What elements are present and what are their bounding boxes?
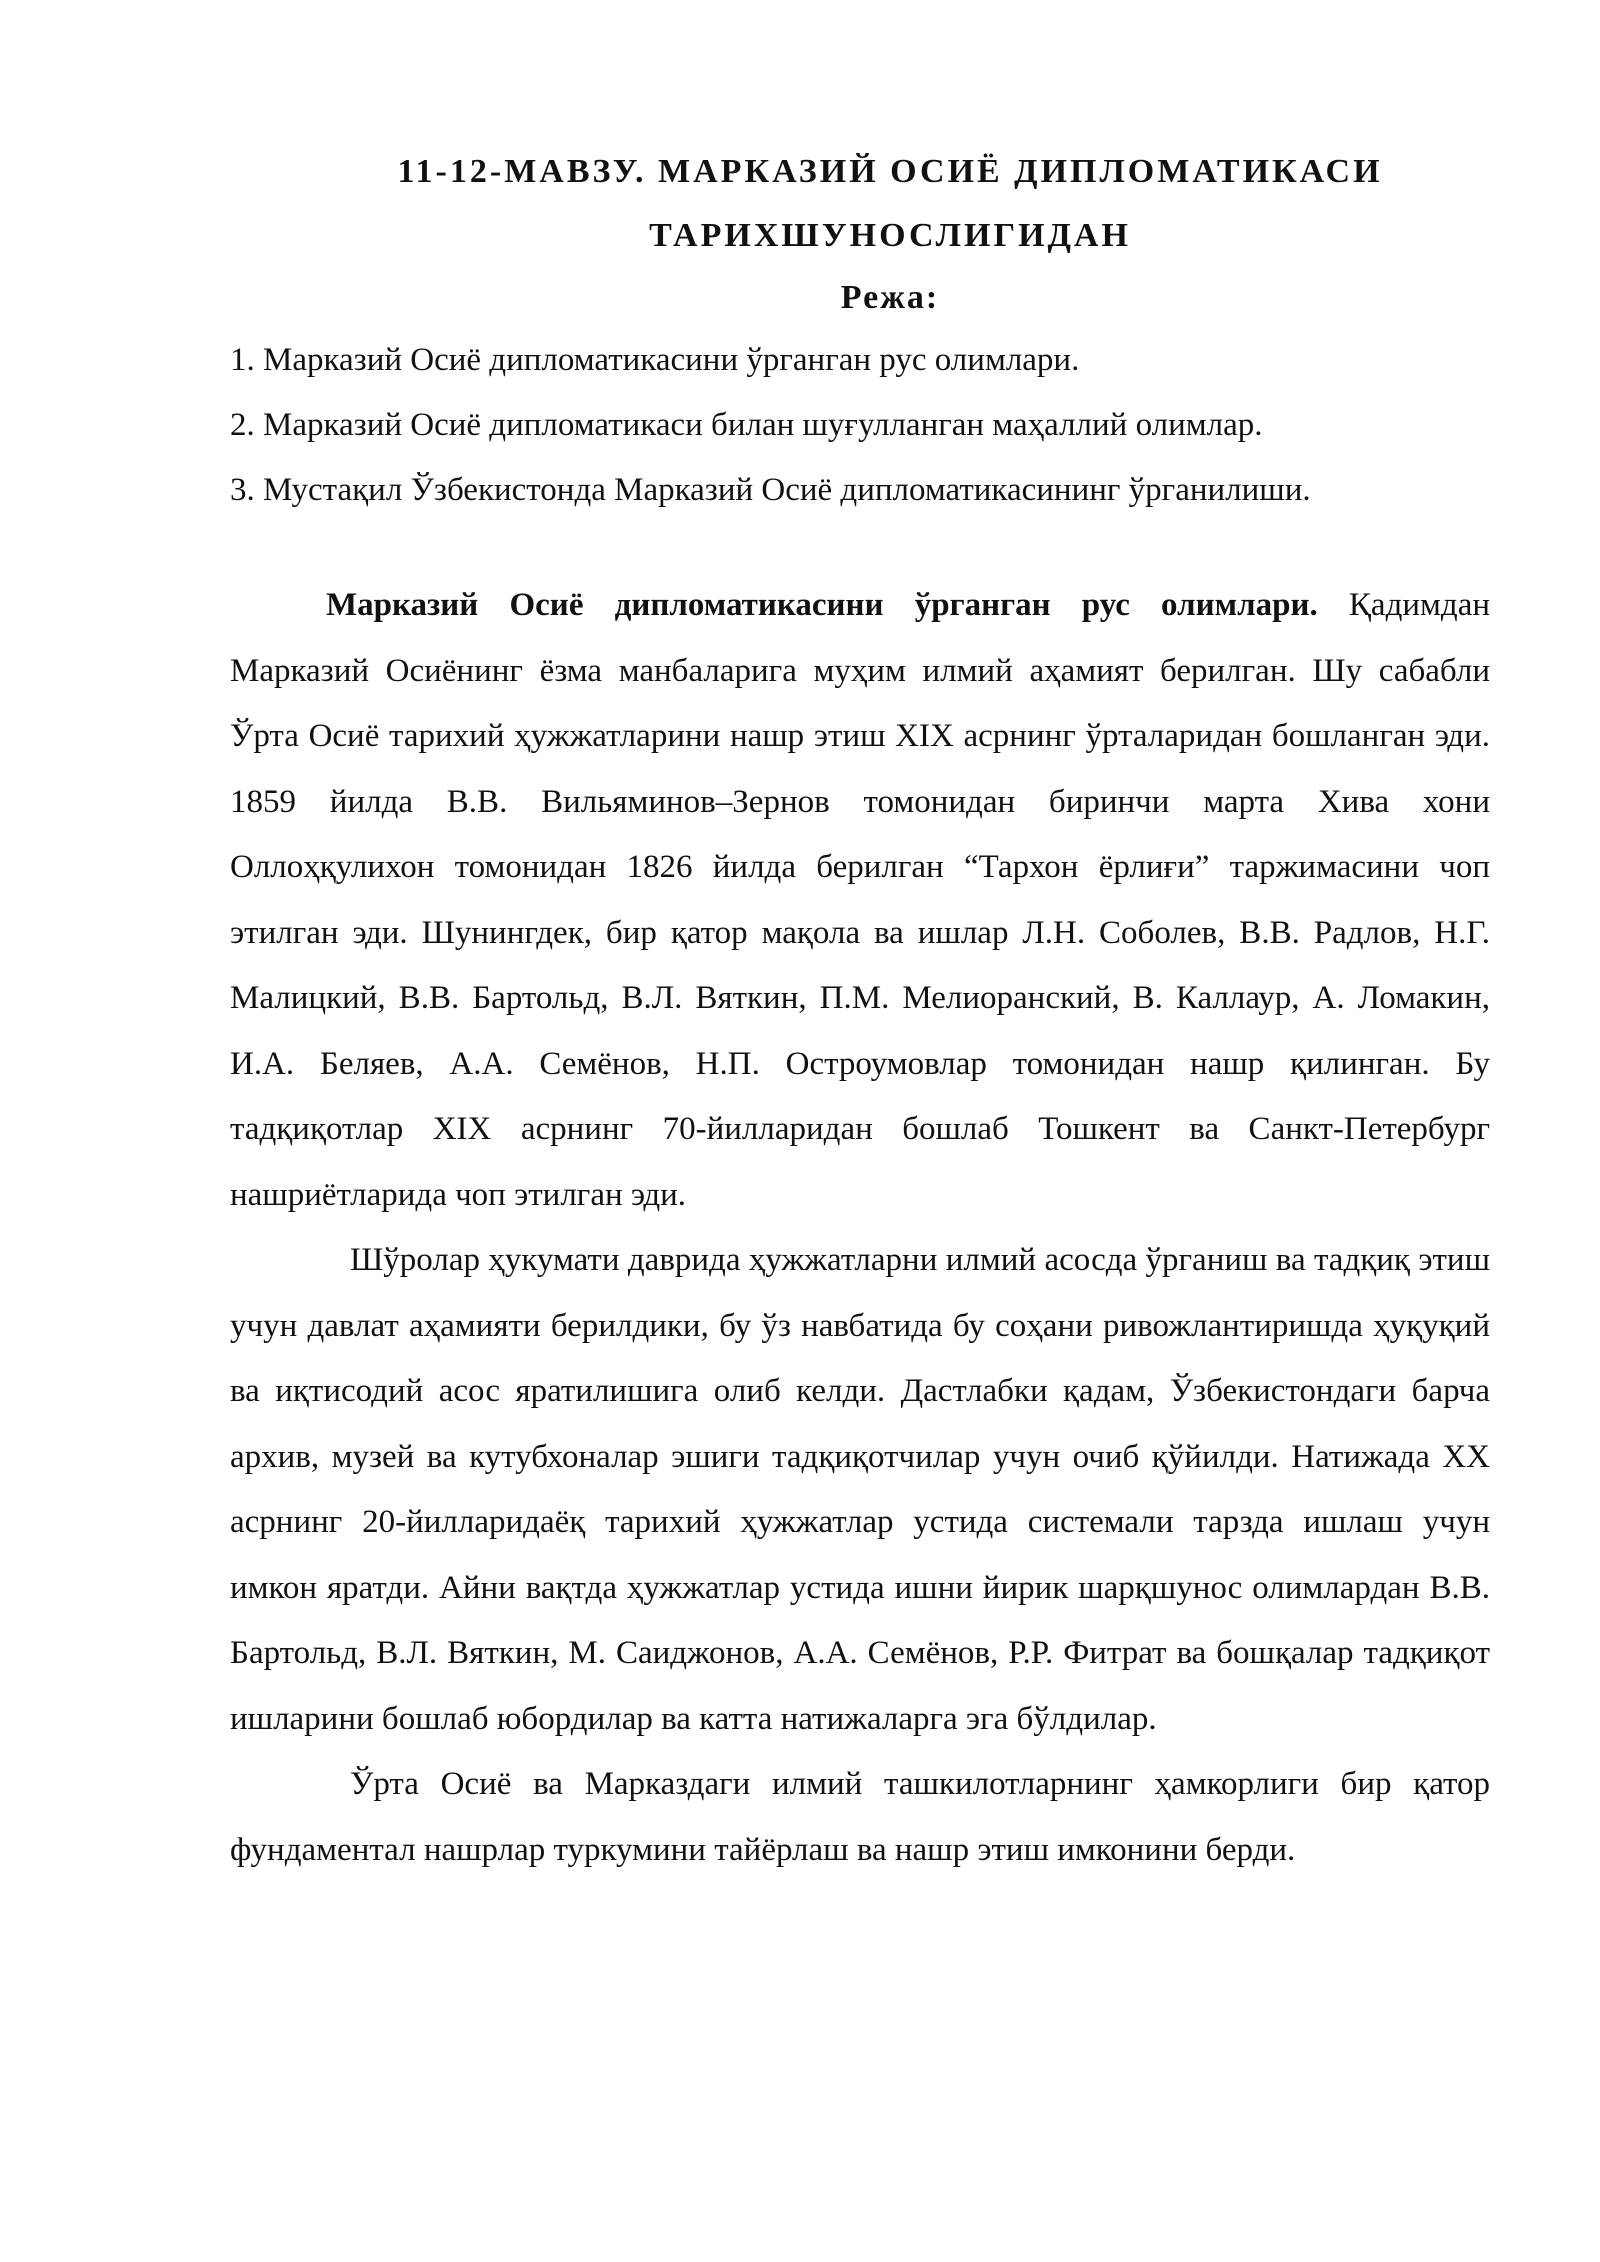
body-paragraph [230, 573, 1490, 1228]
plan-list [230, 328, 1490, 523]
document-title [230, 140, 1490, 268]
paragraph-text: Ўрта Осиё ва Марказдаги илмий ташкилотларнинг ҳамкорлиги бир қатор фундаментал нашрлар туркумини тайёрлаш ва нашр этиш имконини берди. [230, 1766, 1490, 1868]
plan-heading: Режа: [840, 279, 940, 316]
title-line-2: ТАРИХШУНОСЛИГИДАН [649, 217, 1131, 254]
title-line-1: 11-12-МАВЗУ. МАРКАЗИЙ ОСИЁ ДИПЛОМАТИКАСИ [397, 153, 1383, 190]
plan-item: 3. Мустақил Ўзбекистонда Марказий Осиё дипломатикасининг ўрганилиши. [230, 472, 1311, 508]
body-paragraph [230, 1752, 1490, 1883]
paragraph-text: Шўролар ҳукумати даврида ҳужжатларни илмий асосда ўрганиш ва тадқиқ этиш учун давлат аҳамияти берилдики, бу ўз навбатида бу соҳани ривожлантиришда ҳуқуқий ва иқтисодий асос яратилишига олиб келди. Дастлабки қадам, Ўзбекистондаги барча архив, музей ва кутубхоналар эшиги тадқиқотчилар учун очиб қўйилди. Натижада XX асрнинг 20-йилларидаёқ тарихий ҳужжатлар устида системали тарзда ишлаш учун имкон яратди. Айни вақтда ҳужжатлар устида ишни йирик шарқшунос олимлардан В.В. Бартольд, В.Л. Вяткин, М. Саиджонов, А.А. Семёнов, Р.Р. Фитрат ва бошқалар тадқиқот ишларини бошлаб юбордилар ва катта натижаларга эга бўлдилар. [230, 1242, 1490, 1737]
plan-item: 2. Марказий Осиё дипломатикаси билан шуғулланган маҳаллий олимлар. [230, 407, 1263, 443]
plan-item: 1. Марказий Осиё дипломатикасини ўрганган рус олимлари. [230, 342, 1080, 378]
body-paragraph [230, 1228, 1490, 1752]
document-page [230, 140, 1490, 1883]
paragraph-lead-heading: Марказий Осиё дипломатикасини ўрганган рус олимлари. [326, 587, 1318, 623]
paragraph-text: Қадимдан Марказий Осиёнинг ёзма манбаларига муҳим илмий аҳамият берилган. Шу сабабли Ўрта Осиё тарихий ҳужжатларини нашр этиш XIX асрнинг ўрталаридан бошланган эди. 1859 йилда В.В. Вильяминов–Зернов томонидан биринчи марта Хива хони Оллоҳқулихон томонидан 1826 йилда берилган “Тархон ёрлиғи” таржимасини чоп этилган эди. Шунингдек, бир қатор мақола ва ишлар Л.Н. Соболев, В.В. Радлов, Н.Г. Малицкий, В.В. Бартольд, В.Л. Вяткин, П.М. Мелиоранский, В. Каллаур, А. Ломакин, И.А. Беляев, А.А. Семёнов, Н.П. Остроумовлар томонидан нашр қилинган. Бу тадқиқотлар XIX асрнинг 70-йилларидан бошлаб Тошкент ва Санкт-Петербург нашриётларида чоп этилган эди. [230, 587, 1491, 1213]
